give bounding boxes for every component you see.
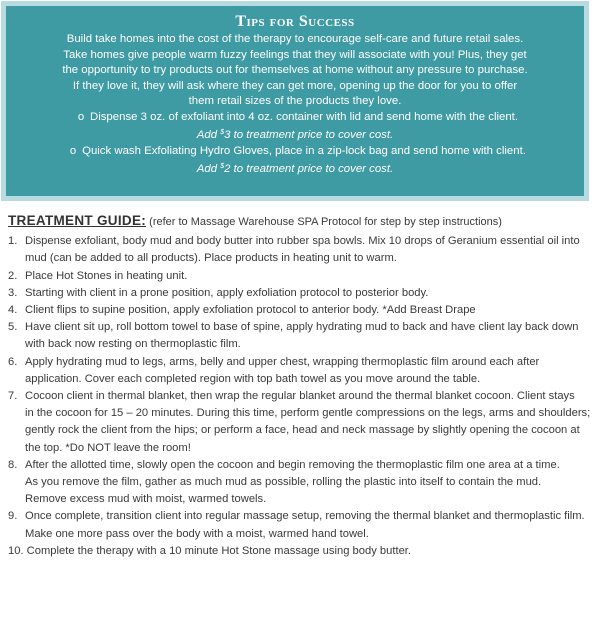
step-number: 4. — [8, 304, 18, 317]
tips-list-item — [11, 144, 579, 178]
treatment-guide-title: TREATMENT GUIDE: — [8, 213, 147, 228]
tips-item-note: Add $3 to treatment price to cover cost. — [196, 129, 394, 141]
step-7 — [8, 388, 594, 457]
step-line: Remove excess mud with moist, warmed towels. — [25, 493, 267, 506]
step-3 — [8, 285, 594, 302]
step-number: 2. — [8, 269, 18, 282]
step-line: Apply hydrating mud to legs, arms, belly and upper chest, wrapping thermoplastic film around each after — [25, 355, 540, 368]
step-line: Have client sit up, roll bottom towel to base of spine, apply hydrating mud to back and have client lay back down — [25, 321, 579, 334]
tips-item-text: Quick wash Exfoliating Hydro Gloves, place in a zip-lock bag and send home with client. — [82, 144, 526, 157]
step-1 — [8, 233, 594, 267]
tips-paragraph-line: Build take homes into the cost of the therapy to encourage self-care and future retail sales. — [66, 33, 524, 45]
step-4 — [8, 302, 594, 319]
step-line: After the allotted time, slowly open the cocoon and begin removing the thermoplastic film one area at a time. — [25, 458, 560, 471]
treatment-guide — [8, 212, 594, 560]
step-line: Starting with client in a prone position, apply exfoliation protocol to posterior body. — [25, 286, 429, 299]
step-line: As you remove the film, gather as much mud as possible, rolling the plastic into itself to contain the mud. — [25, 476, 542, 489]
bullet-icon: o — [77, 110, 85, 123]
step-line: Make one more pass over the body with a moist, warmed hand towel. — [25, 527, 369, 540]
step-number: 8. — [8, 458, 18, 471]
tips-box — [1, 1, 589, 201]
tips-item-text: Dispense 3 oz. of exfoliant into 4 oz. container with lid and send home with the client. — [89, 110, 519, 123]
tips-paragraph-line: Take homes give people warm fuzzy feelings that they will associate with you! Plus, they get — [63, 48, 527, 61]
step-number: 10. — [8, 544, 24, 557]
step-line: in the cocoon for 15 – 20 minutes. During this time, perform gentle compressions on the legs, arms and shoulders; — [25, 407, 591, 420]
step-line: 10. Complete the therapy with a 10 minute Hot Stone massage using body butter. — [8, 544, 412, 557]
tips-paragraph-line: If they love it, they will ask where they can get more, opening up the door for you to offer — [72, 79, 518, 92]
treatment-guide-header — [8, 212, 594, 231]
tips-list-item — [11, 110, 579, 144]
step-line: Place Hot Stones in heating unit. — [25, 269, 188, 282]
step-number: 7. — [8, 390, 18, 403]
step-line: with back now resting on thermoplastic film. — [25, 338, 241, 351]
step-5 — [8, 319, 594, 353]
tips-paragraph-line: them retail sizes of the products they love. — [188, 95, 402, 107]
bullet-icon: o — [69, 144, 77, 157]
step-line: Cocoon client in thermal blanket, then wrap the regular blanket around the thermal blanket cocoon. Client stays — [25, 390, 575, 403]
step-line: the top. *Do NOT leave the room! — [25, 441, 191, 454]
step-line: mud (can be added to all products). Place products in heating unit to warm. — [25, 252, 397, 265]
treatment-guide-reference: (refer to Massage Warehouse SPA Protocol for step by step instructions) — [149, 216, 502, 228]
step-number: 5. — [8, 321, 18, 334]
tips-list — [11, 110, 579, 178]
step-2 — [8, 268, 594, 285]
step-8 — [8, 457, 594, 509]
step-line: Dispense exfoliant, body mud and body butter into rubber spa bowls. Mix 10 drops of Geranium essential oil into — [25, 235, 580, 248]
tips-paragraph-line: the opportunity to try products out for themselves at home without any pressure to purchase. — [62, 64, 528, 76]
tips-title: Tips for Success — [235, 13, 355, 30]
step-line: Client flips to supine position, apply exfoliation protocol to anterior body. *Add Breast Drape — [25, 304, 476, 317]
step-9 — [8, 508, 594, 542]
step-number: 1. — [8, 235, 18, 248]
step-line: gently rock the client from the hips; or perform a face, head and neck massage by slightly opening the cocoon at — [25, 424, 580, 437]
tips-item-note: Add $2 to treatment price to cover cost. — [196, 163, 394, 175]
tips-content — [11, 12, 579, 178]
step-line: Once complete, transition client into regular massage setup, removing the thermal blanket and thermoplastic film. — [25, 510, 585, 523]
step-number: 3. — [8, 286, 18, 299]
step-10 — [8, 543, 594, 560]
step-line: application. Cover each completed region with top bath towel as you move around the table. — [25, 372, 481, 385]
step-number: 9. — [8, 510, 18, 523]
step-6 — [8, 354, 594, 388]
step-number: 6. — [8, 355, 18, 368]
tips-paragraph — [11, 32, 579, 110]
